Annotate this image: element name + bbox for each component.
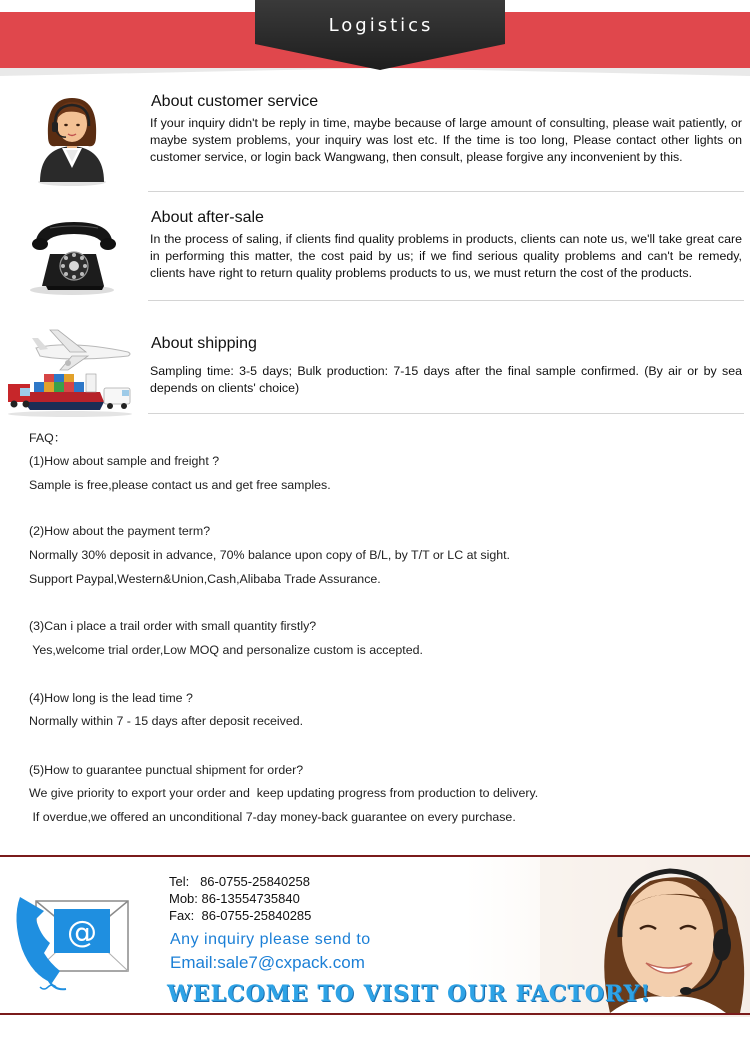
contact-mob: Mob: 86-13554735840 [169,891,300,906]
airplane-truck-ship-icon [0,318,150,418]
contact-fax: Fax: 86-0755-25840285 [169,908,312,923]
welcome-banner-text: WELCOME TO VISIT OUR FACTORY! [167,981,651,1007]
faq-answer: Yes,welcome trial order,Low MOQ and personalize custom is accepted. [29,643,423,657]
page-title: Logistics [328,15,434,36]
email-envelope-icon [10,879,140,999]
faq-answer: Normally 30% deposit in advance, 70% balance upon copy of B/L, by T/T or LC at sight. [29,548,510,562]
telephone-icon [0,204,150,314]
section-divider [148,300,744,301]
section-divider [148,413,744,414]
contact-footer [0,855,750,1017]
faq-question: (5)How to guarantee punctual shipment for order? [29,763,304,777]
section-shipping [0,318,750,418]
faq-question: (2)How about the payment term? [29,524,211,538]
section-title: About customer service [151,93,319,110]
faq-question: (4)How long is the lead time ? [29,691,193,705]
section-customer-service [0,88,750,198]
footer-bottom-rule [0,1013,750,1015]
email-link[interactable]: Email:sale7@cxpack.com [170,953,365,972]
faq-answer: Sample is free,please contact us and get free samples. [29,478,331,492]
inquiry-text: Any inquiry please send to [170,931,371,948]
section-title: About shipping [151,335,257,352]
svg-text:@: @ [67,915,97,950]
section-body: If your inquiry didn't be reply in time, maybe because of large amount of consulting, please wait patiently, or maybe system problems, your inquiry was lost etc. If the time is too long, Please contact other lights on customer service, or login back Wangwang, then consult, please forgive any inconvenient by this. [150,116,742,165]
section-divider [148,191,744,192]
section-body: In the process of saling, if clients find quality problems in products, clients can note us, we'll take great care in performing this matter, the cost paid by us; if we find serious quality problems and can't be remedy, clients have right to return quality problems products to us, we must return the cost of the products. [150,232,742,281]
customer-service-agent-icon [0,88,150,198]
faq-heading: FAQ： [29,431,67,445]
faq-answer: Normally within 7 - 15 days after deposit received. [29,714,304,728]
contact-tel: Tel: 86-0755-25840258 [169,874,310,889]
faq-answer: We give priority to export your order and keep updating progress from production to delivery. [29,786,539,800]
faq-question: (1)How about sample and freight ? [29,454,220,468]
section-after-sale [0,204,750,314]
faq-question: (3)Can i place a trail order with small quantity firstly? [29,619,317,633]
airplane-icon [32,330,130,370]
section-title: About after-sale [151,209,264,226]
banner-graphic [0,0,750,80]
header-banner [0,0,750,80]
faq-answer: Support Paypal,Western&Union,Cash,Alibaba Trade Assurance. [29,572,381,586]
faq-answer: If overdue,we offered an unconditional 7-day money-back guarantee on every purchase. [29,810,516,824]
section-body: Sampling time: 3-5 days; Bulk production: 7-15 days after the final sample confirmed. (By air or by sea depends on clients' choice) [150,364,742,396]
